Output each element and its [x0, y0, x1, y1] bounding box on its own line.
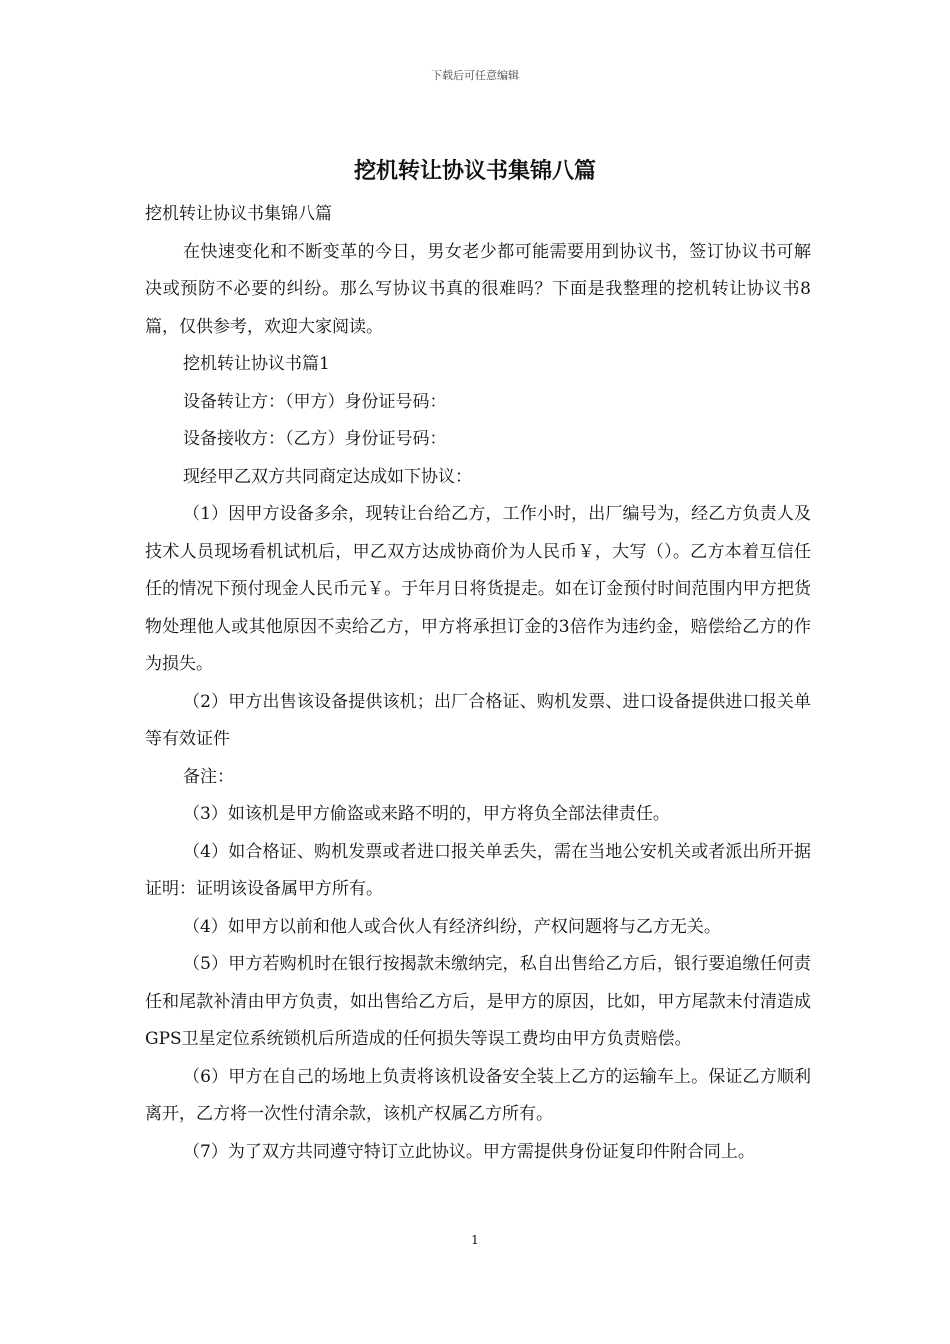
- document-subtitle: 挖机转让协议书集锦八篇: [145, 204, 332, 224]
- clause-2: （2）甲方出售该设备提供该机；出厂合格证、购机发票、进口设备提供进口报关单等有效证件: [145, 691, 811, 749]
- section-heading: 挖机转让协议书篇1: [183, 354, 330, 374]
- clause-7: （7）为了双方共同遵守特订立此协议。甲方需提供身份证复印件附合同上。: [183, 1141, 755, 1162]
- clause-1: （1）因甲方设备多余，现转让台给乙方，工作小时，出厂编号为，经乙方负责人及技术人员现场看机试机后，甲乙双方达成协商价为人民币￥，大写（）。乙方本着互信任任的情况下预付现金人民币元￥。于年月日将货提走。如在订金预付时间范围内甲方把货物处理他人或其他原因不卖给乙方，甲方将承担订金的3倍作为违约金，赔偿给乙方的作为损失。: [145, 504, 811, 674]
- transferee-line: 设备接收方：（乙方）身份证号码：: [183, 429, 447, 449]
- remarks-label: 备注：: [183, 766, 234, 787]
- document-title: 挖机转让协议书集锦八篇: [353, 159, 596, 184]
- clause-4a: （4）如合格证、购机发票或者进口报关单丢失，需在当地公安机关或者派出所开据证明：证明该设备属甲方所有。: [145, 841, 811, 899]
- page-number: 1: [471, 1233, 479, 1247]
- agreement-intro: 现经甲乙双方共同商定达成如下协议：: [183, 466, 472, 487]
- document-body: [145, 196, 811, 1171]
- clause-6: （6）甲方在自己的场地上负责将该机设备安全装上乙方的运输车上。保证乙方顺利离开，乙方将一次性付清余款，该机产权属乙方所有。: [145, 1066, 811, 1124]
- clause-3: （3）如该机是甲方偷盗或来路不明的，甲方将负全部法律责任。: [183, 804, 670, 824]
- intro-paragraph: 在快速变化和不断变革的今日，男女老少都可能需要用到协议书，签订协议书可解决或预防不必要的纠纷。那么写协议书真的很难吗？下面是我整理的挖机转让协议书8篇，仅供参考，欢迎大家阅读。: [145, 241, 811, 337]
- clause-5: （5）甲方若购机时在银行按揭款未缴纳完，私自出售给乙方后，银行要追缴任何责任和尾款补清由甲方负责，如出售给乙方后，是甲方的原因，比如，甲方尾款未付清造成GPS卫星定位系统锁机后所造成的任何损失等误工费均由甲方负责赔偿。: [145, 954, 811, 1049]
- clause-4b: （4）如甲方以前和他人或合伙人有经济纠纷，产权问题将与乙方无关。: [183, 916, 721, 937]
- transferor-line: 设备转让方：（甲方）身份证号码：: [183, 391, 447, 412]
- header-note: 下载后可任意编辑: [431, 69, 519, 82]
